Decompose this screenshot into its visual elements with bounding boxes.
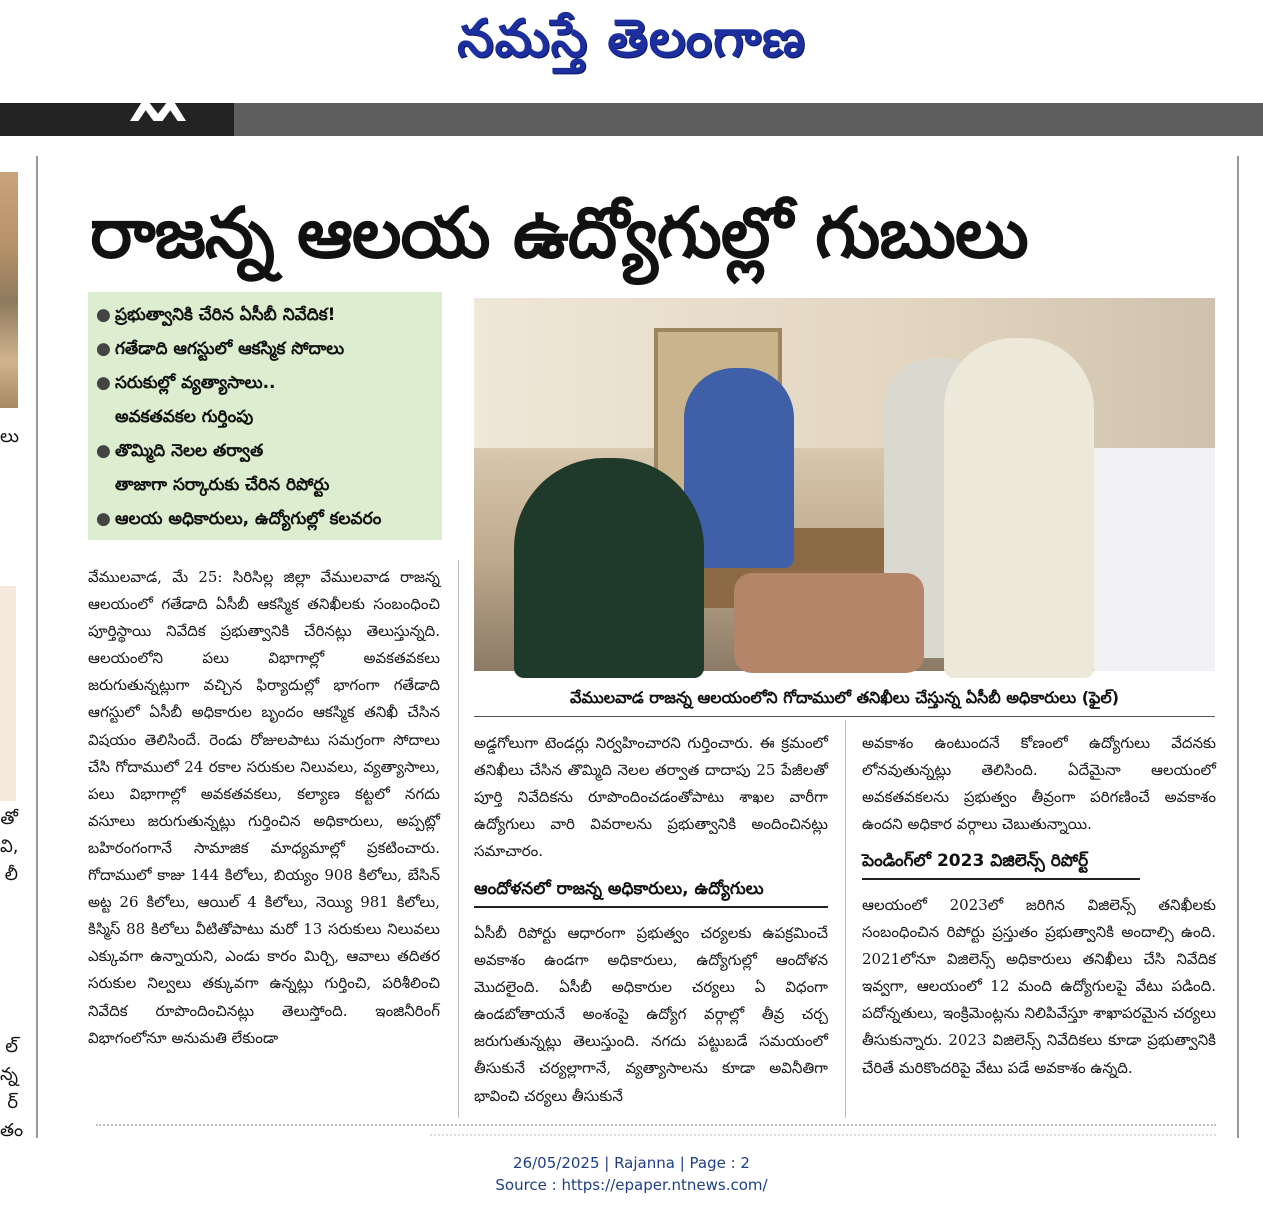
masthead: [0, 0, 1263, 100]
article-paragraph: అడ్డగోలుగా టెండర్లు నిర్వహించారని గుర్తించారు. ఈ క్రమంలో తనిఖీలు చేసిన తొమ్మిది నెలల తర్వాత దాదాపు 25 పేజీలతో పూర్తి నివేదికను రూపొందించడంతోపాటు శాఖల వారీగా ఉద్యోగులు వారి వివరాలను ప్రభుత్వానికి అందించినట్లు సమాచారం.: [474, 734, 828, 861]
section-bar-dark: [0, 103, 234, 136]
footer-date-page: 26/05/2025 | Rajanna | Page : 2: [513, 1154, 750, 1172]
article-paragraph: ఏసీబీ రిపోర్టు ఆధారంగా ప్రభుత్వం చర్యలకు ఉపక్రమించే అవకాశం ఉండగా అధికారులు, ఉద్యోగుల్లో ఆందోళన మొదలైంది. ఏసీబీ అధికారుల చర్యలు ఏ విధంగా ఉండబోతాయనే అంశంపై ఉద్యోగ వర్గాల్లో తీవ్ర చర్చ జరుగుతున్నట్లు తెలుస్తుంది. నగదు పట్టుబడే సమయంలో తీసుకునే చర్యల్లాగానే, వ్యత్యాసాలను కూడా అవినీతిగా భావించి చర్యలు తీసుకునే: [474, 924, 828, 1105]
highlight-text-cont: తాజాగా సర్కారుకు చేరిన రిపోర్టు: [115, 475, 330, 495]
highlight-text-cont: అవకతవకల గుర్తింపు: [115, 407, 254, 427]
highlight-text: సరుకుల్లో వ్యత్యాసాలు..: [115, 373, 276, 393]
adjacent-text-fragment: లీ: [4, 864, 18, 885]
adjacent-text-fragment: తో: [0, 808, 18, 829]
adjacent-text-fragment: వి,: [0, 836, 19, 857]
article-column-1: [88, 564, 440, 1052]
bullet-icon: ●: [96, 305, 111, 325]
bullet-icon: ●: [96, 373, 111, 393]
adjacent-article-strip: [0, 156, 38, 1141]
highlight-text: ఆలయ అధికారులు, ఉద్యోగుల్లో కలవరం: [115, 509, 382, 529]
bullet-icon: ●: [96, 339, 111, 359]
page-footer: [0, 1152, 1263, 1196]
article-column-3-cont: [862, 892, 1216, 1082]
adjacent-box-fragment: [0, 586, 16, 801]
bullet-icon: ●: [96, 509, 111, 529]
adjacent-photo-fragment: [0, 172, 18, 408]
bullet-icon: ●: [96, 441, 111, 461]
adjacent-text-fragment: లు: [0, 426, 19, 447]
photo-caption: వేములవాడ రాజన్న ఆలయంలోని గోదాములో తనిఖీలు చేస్తున్న ఏసీబీ అధికారులు (ఫైల్): [569, 688, 1120, 707]
adjacent-text-fragment: తం: [0, 1120, 24, 1141]
column-divider: [845, 720, 846, 1118]
article-paragraph: వేములవాడ, మే 25: సిరిసిల్ల జిల్లా వేములవాడ రాజన్న ఆలయంలో గతేడాది ఏసీబీ ఆకస్మిక తనిఖీలకు సంబంధించి పూర్తిస్థాయి నివేదిక ప్రభుత్వానికి చేరినట్లు తెలుస్తున్నది. ఆలయంలోని పలు విభాగాల్లో అవకతవకలు జరుగుతున్నట్లుగా వచ్చిన ఫిర్యాదుల్లో భాగంగా గతేడాది ఆగస్టులో ఏసీబీ అధికారుల బృందం ఆకస్మిక తనిఖీ చేసిన విషయం తెలిసిందే. రెండు రోజులపాటు సమగ్రంగా సోదాలు చేసి గోదాములో 24 రకాల సరుకుల నిలువలు, వ్యత్యాసాలు, పలు విభాగాల్లో అవకతవకలు, కల్యాణ కట్టలో నగదు వసూలు జరుగుతున్నట్లు గుర్తించిన అధికారులు, అప్పట్లో బహిరంగంగానే సామాజిక మాధ్యమాల్లో ప్రకటించారు. గోదాములో కాజు 144 కిలోలు, బియ్యం 908 కిలోలు, బేసిన్ అట్ట 26 కిలోలు, ఆయిల్ 4 కిలోలు, నెయ్యి 981 కిలోలు, కిస్మిస్ 88 కిలోలు వీటితోపాటు మరో 13 సరుకులు నిలువలు ఎక్కువగా ఉన్నాయని, ఎండు కారం మిర్చి, ఆవాలు తదితర సరుకుల నిల్వలు తక్కువగా ఉన్నట్లు గుర్తించి, పరిశీలించి నివేదిక రూపొందించినట్లు తెలుస్తోంది. ఇంజినీరింగ్ విభాగంలోనూ అనుమతి లేకుండా: [88, 568, 440, 1047]
highlight-item: [88, 366, 442, 434]
footer-source-link[interactable]: Source : https://epaper.ntnews.com/: [495, 1176, 768, 1194]
adjacent-text-fragment: ర్: [7, 1092, 18, 1113]
adjacent-text-fragment: న్న: [0, 1064, 18, 1085]
article-photo: [474, 298, 1215, 671]
caption-divider: [474, 716, 1215, 717]
page-border: [1237, 156, 1239, 1138]
footer-divider: [96, 1124, 1216, 1126]
newspaper-logo: నమస్తే తెలంగాణ: [457, 8, 806, 69]
article-column-2: [474, 730, 828, 865]
highlight-text: తొమ్మిది నెలల తర్వాత: [115, 441, 264, 461]
article-column-2-cont: [474, 920, 828, 1110]
section-bar-grey: [234, 103, 1263, 136]
highlight-item: [88, 298, 442, 332]
highlight-item: [88, 434, 442, 502]
article-subheading: పెండింగ్‌లో 2023 విజిలెన్స్ రిపోర్ట్: [862, 846, 1140, 880]
column-divider: [458, 560, 459, 1118]
highlight-text: ప్రభుత్వానికి చేరిన ఏసీబీ నివేదిక!: [115, 305, 336, 325]
article-headline: రాజన్న ఆలయ ఉద్యోగుల్లో గుబులు: [90, 192, 1028, 274]
article-column-3: [862, 730, 1216, 838]
highlight-item: [88, 332, 442, 366]
adjacent-text-fragment: ల్: [5, 1036, 18, 1057]
article-paragraph: ఆలయంలో 2023లో జరిగిన విజిలెన్స్ తనిఖీలకు సంబంధించిన రిపోర్టు ప్రస్తుతం ప్రభుత్వానికి అందాల్సి ఉంది. 2021లోనూ విజిలెన్స్ అధికారులు తనిఖీలు చేసి నివేదిక ఇవ్వగా, ఆలయంలో 12 మంది ఉద్యోగులపై వేటు పడింది. పదోన్నతులు, ఇంక్రిమెంట్లను నిలిపివేస్తూ శాఖాపరమైన చర్యలు తీసుకున్నారు. 2023 విజిలెన్స్ నివేదికలు కూడా ప్రభుత్వానికి చేరితే మరికొందరిపై వేటు పడే అవకాశం ఉన్నది.: [862, 896, 1216, 1077]
article-subheading: ఆందోళనలో రాజన్న అధికారులు, ఉద్యోగులు: [474, 874, 828, 908]
footer-divider: [430, 1134, 1216, 1136]
highlights-box: [88, 292, 442, 540]
highlight-item: [88, 502, 442, 536]
highlight-text: గతేడాది ఆగస్టులో ఆకస్మిక సోదాలు: [115, 339, 345, 359]
article-paragraph: అవకాశం ఉంటుందనే కోణంలో ఉద్యోగులు వేదనకు లోనవుతున్నట్లు తెలిసింది. ఏదేమైనా ఆలయంలో అవకతవకలను ప్రభుత్వం తీవ్రంగా పరిగణించే అవకాశం ఉందని అధికార వర్గాలు చెబుతున్నాయి.: [862, 734, 1216, 834]
